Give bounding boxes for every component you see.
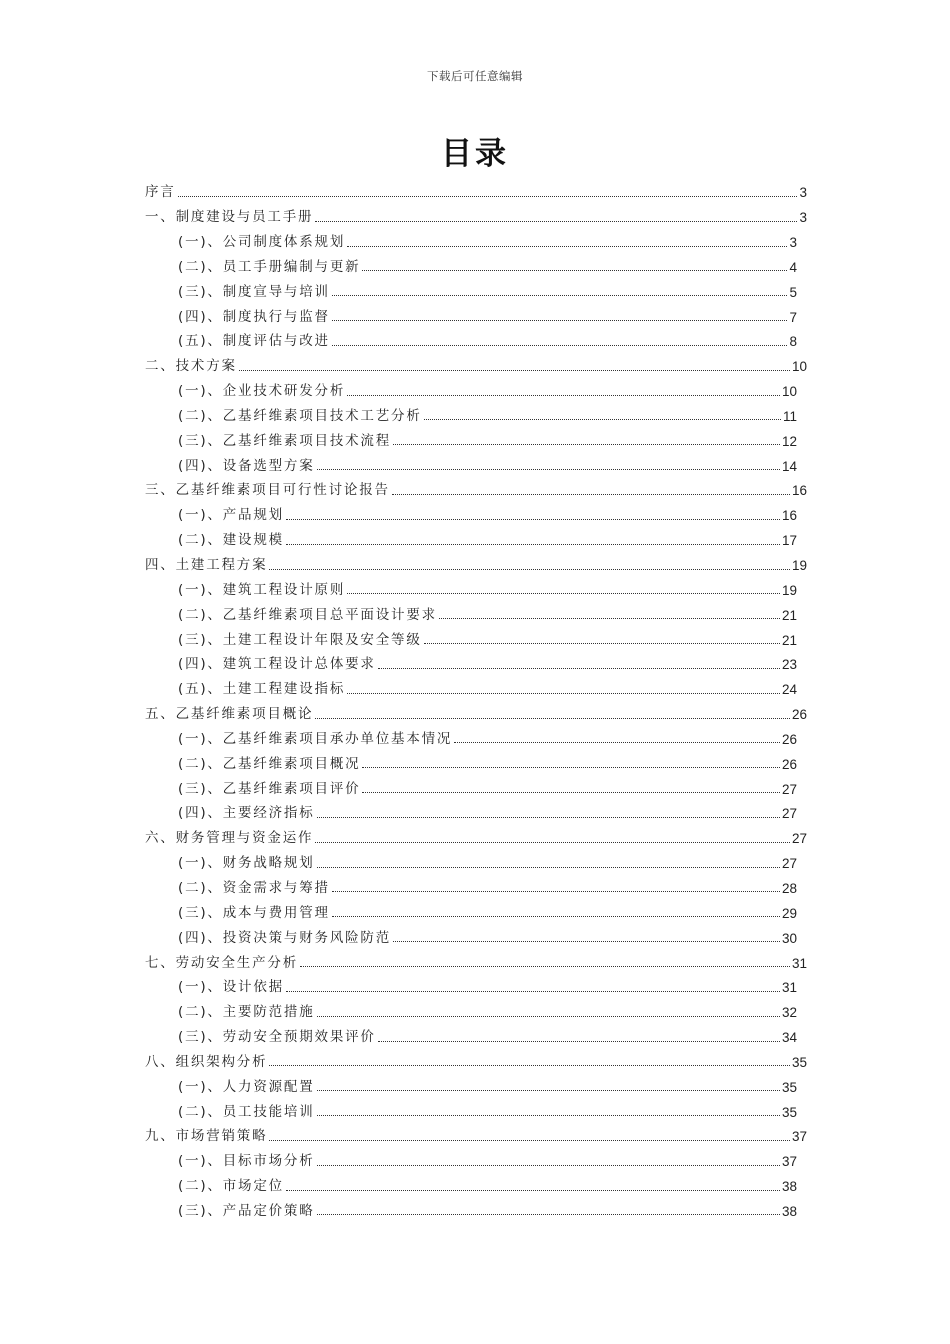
toc-entry-label: (一)、人力资源配置 — [178, 1078, 315, 1095]
dot-leader — [347, 593, 780, 594]
dot-leader — [315, 221, 797, 222]
toc-entry-label: (一)、设计依据 — [178, 979, 284, 996]
dot-leader — [317, 1214, 780, 1215]
toc-page-number: 16 — [781, 508, 797, 524]
toc-page-number: 3 — [789, 235, 797, 251]
toc-section-entry[interactable] — [145, 423, 807, 448]
toc-chapter-entry[interactable] — [145, 349, 807, 374]
toc-page-number: 19 — [781, 582, 797, 598]
toc-entry-label: 八、组织架构分析 — [145, 1053, 268, 1070]
dot-leader — [347, 246, 787, 247]
toc-section-entry[interactable] — [145, 573, 807, 598]
dot-leader — [317, 1115, 780, 1116]
toc-entry-label: 序言 — [145, 184, 176, 201]
dot-leader — [315, 842, 790, 843]
header-note: 下载后可任意编辑 — [427, 69, 523, 83]
toc-page-number: 7 — [789, 309, 797, 325]
toc-page-number: 14 — [781, 458, 797, 474]
toc-page-number: 23 — [781, 657, 797, 673]
toc-page-number: 38 — [781, 1179, 797, 1195]
toc-section-entry[interactable] — [145, 597, 807, 622]
toc-entry-label: (四)、投资决策与财务风险防范 — [178, 929, 392, 946]
toc-entry-label: (二)、市场定位 — [178, 1178, 284, 1195]
dot-leader — [378, 668, 780, 669]
toc-entry-label: 五、乙基纤维素项目概论 — [145, 706, 314, 723]
toc-page-number: 10 — [791, 359, 807, 375]
toc-section-entry[interactable] — [145, 1169, 807, 1194]
toc-page-number: 35 — [781, 1079, 797, 1095]
toc-entry-label: (一)、公司制度体系规划 — [178, 234, 346, 251]
toc-page-number: 19 — [791, 558, 807, 573]
toc-section-entry[interactable] — [145, 324, 807, 349]
toc-chapter-entry[interactable] — [145, 200, 807, 225]
toc-entry-label: (二)、乙基纤维素项目技术工艺分析 — [178, 407, 422, 424]
toc-entry-label: (一)、企业技术研发分析 — [178, 383, 346, 400]
toc-entry-label: (一)、乙基纤维素项目承办单位基本情况 — [178, 730, 453, 747]
toc-page-number: 21 — [781, 607, 797, 623]
toc-section-entry[interactable] — [145, 1194, 807, 1219]
toc-page-number: 26 — [781, 756, 797, 772]
toc-page-number: 24 — [781, 682, 797, 698]
toc-entry-label: 三、乙基纤维素项目可行性讨论报告 — [145, 482, 390, 499]
toc-entry-label: (三)、土建工程设计年限及安全等级 — [178, 631, 422, 648]
dot-leader — [286, 519, 780, 520]
dot-leader — [269, 569, 790, 570]
dot-leader — [362, 270, 787, 271]
toc-section-entry[interactable] — [145, 920, 807, 945]
toc-section-entry[interactable] — [145, 498, 807, 523]
toc-section-entry[interactable] — [145, 250, 807, 275]
toc-entry-label: (二)、乙基纤维素项目总平面设计要求 — [178, 606, 437, 623]
toc-entry-label: (二)、员工手册编制与更新 — [178, 258, 361, 275]
dot-leader — [393, 941, 780, 942]
toc-page-number: 29 — [781, 905, 797, 921]
toc-entry-label: (三)、乙基纤维素项目技术流程 — [178, 432, 392, 449]
toc-entry-label: (一)、建筑工程设计原则 — [178, 581, 346, 598]
toc-page-number: 27 — [781, 856, 797, 872]
toc-entry-label: (四)、设备选型方案 — [178, 457, 315, 474]
toc-chapter-entry[interactable] — [145, 1045, 807, 1070]
dot-leader — [378, 1041, 780, 1042]
toc-page-number: 35 — [791, 1054, 807, 1070]
toc-page-number: 4 — [789, 259, 797, 275]
toc-entry-label: (一)、目标市场分析 — [178, 1153, 315, 1170]
dot-leader — [347, 693, 780, 694]
toc-section-entry[interactable] — [145, 299, 807, 324]
toc-entry-label: 九、市场营销策略 — [145, 1128, 268, 1145]
toc-chapter-entry[interactable] — [145, 175, 807, 200]
toc-section-entry[interactable] — [145, 796, 807, 821]
toc-page-number: 31 — [791, 955, 807, 971]
dot-leader — [332, 320, 788, 321]
toc-entry-label: (二)、主要防范措施 — [178, 1004, 315, 1021]
dot-leader — [332, 916, 780, 917]
dot-leader — [317, 817, 780, 818]
toc-page-number: 30 — [781, 930, 797, 946]
toc-entry-label: (四)、建筑工程设计总体要求 — [178, 656, 376, 673]
toc-section-entry[interactable] — [145, 771, 807, 796]
toc-page-number: 31 — [781, 980, 797, 996]
toc-entry-label: (二)、员工技能培训 — [178, 1103, 315, 1120]
toc-entry-label: (二)、乙基纤维素项目概况 — [178, 755, 361, 772]
toc-section-entry[interactable] — [145, 846, 807, 871]
toc-page-number: 26 — [781, 731, 797, 747]
dot-leader — [269, 1140, 790, 1141]
dot-leader — [392, 494, 790, 495]
toc-entry-label: (四)、主要经济指标 — [178, 805, 315, 822]
toc-page-number: 38 — [781, 1203, 797, 1219]
toc-page-number: 32 — [781, 1005, 797, 1021]
dot-leader — [332, 345, 788, 346]
toc-entry-label: (五)、土建工程建设指标 — [178, 681, 346, 698]
toc-entry-label: (三)、成本与费用管理 — [178, 904, 330, 921]
dot-leader — [315, 718, 790, 719]
toc-section-entry[interactable] — [145, 722, 807, 747]
toc-section-entry[interactable] — [145, 523, 807, 548]
table-of-contents — [145, 175, 807, 1218]
toc-page-number: 28 — [781, 880, 797, 896]
dot-leader — [317, 1090, 780, 1091]
toc-section-entry[interactable] — [145, 672, 807, 697]
toc-entry-label: 二、技术方案 — [145, 358, 237, 375]
toc-entry-label: (三)、乙基纤维素项目评价 — [178, 780, 361, 797]
toc-page-number: 37 — [791, 1129, 807, 1145]
toc-page-number: 10 — [781, 384, 797, 400]
toc-page-number: 34 — [781, 1030, 797, 1046]
dot-leader — [393, 444, 780, 445]
toc-section-entry[interactable] — [145, 1094, 807, 1119]
toc-section-entry[interactable] — [145, 448, 807, 473]
toc-chapter-entry[interactable] — [145, 1119, 807, 1144]
toc-section-entry[interactable] — [145, 399, 807, 424]
dot-leader — [317, 1165, 780, 1166]
toc-section-entry[interactable] — [145, 970, 807, 995]
toc-section-entry[interactable] — [145, 746, 807, 771]
toc-section-entry[interactable] — [145, 622, 807, 647]
dot-leader — [269, 1065, 790, 1066]
dot-leader — [424, 643, 780, 644]
dot-leader — [317, 867, 780, 868]
toc-section-entry[interactable] — [145, 647, 807, 672]
toc-chapter-entry[interactable] — [145, 697, 807, 722]
dot-leader — [347, 395, 780, 396]
toc-entry-label: 七、劳动安全生产分析 — [145, 954, 298, 971]
toc-entry-label: (二)、建设规模 — [178, 532, 284, 549]
dot-leader — [239, 370, 790, 371]
toc-page-number: 8 — [789, 334, 797, 350]
toc-section-entry[interactable] — [145, 1069, 807, 1094]
toc-page-number: 16 — [791, 483, 807, 499]
dot-leader — [286, 1190, 780, 1191]
dot-leader — [424, 419, 781, 420]
toc-section-entry[interactable] — [145, 995, 807, 1020]
dot-leader — [178, 196, 798, 197]
dot-leader — [317, 1016, 780, 1017]
dot-leader — [286, 544, 780, 545]
toc-entry-label: (一)、产品规划 — [178, 507, 284, 524]
dot-leader — [286, 991, 780, 992]
toc-page-number: 27 — [781, 781, 797, 797]
toc-entry-label: (五)、制度评估与改进 — [178, 333, 330, 350]
toc-chapter-entry[interactable] — [145, 821, 807, 846]
toc-entry-label: (一)、财务战略规划 — [178, 855, 315, 872]
toc-section-entry[interactable] — [145, 374, 807, 399]
toc-entry-label: 四、土建工程方案 — [145, 557, 268, 573]
toc-chapter-entry[interactable] — [145, 548, 807, 573]
toc-section-entry[interactable] — [145, 274, 807, 299]
toc-page-number: 12 — [781, 433, 797, 449]
toc-page-number: 17 — [781, 533, 797, 549]
dot-leader — [362, 767, 780, 768]
toc-section-entry[interactable] — [145, 1144, 807, 1169]
toc-page-number: 21 — [781, 632, 797, 648]
toc-entry-label: (三)、产品定价策略 — [178, 1202, 315, 1219]
dot-leader — [332, 891, 780, 892]
dot-leader — [362, 792, 780, 793]
toc-entry-label: (三)、制度宣导与培训 — [178, 283, 330, 300]
dot-leader — [439, 618, 780, 619]
toc-page-number: 11 — [782, 408, 797, 424]
toc-entry-label: (二)、资金需求与筹措 — [178, 879, 330, 896]
dot-leader — [300, 966, 790, 967]
toc-section-entry[interactable] — [145, 895, 807, 920]
toc-page-number: 26 — [791, 707, 807, 723]
page-title: 目录 — [441, 136, 509, 172]
toc-page-number: 27 — [791, 831, 807, 847]
toc-entry-label: (四)、制度执行与监督 — [178, 308, 330, 325]
dot-leader — [317, 469, 780, 470]
toc-section-entry[interactable] — [145, 1020, 807, 1045]
toc-entry-label: (三)、劳动安全预期效果评价 — [178, 1029, 376, 1046]
toc-page-number: 5 — [789, 284, 797, 300]
toc-page-number: 3 — [799, 210, 807, 226]
toc-page-number: 27 — [781, 806, 797, 822]
toc-entry-label: 一、制度建设与员工手册 — [145, 209, 314, 226]
toc-chapter-entry[interactable] — [145, 473, 807, 498]
toc-page-number: 3 — [799, 185, 807, 201]
toc-section-entry[interactable] — [145, 871, 807, 896]
toc-section-entry[interactable] — [145, 225, 807, 250]
toc-page-number: 35 — [781, 1104, 797, 1120]
toc-entry-label: 六、财务管理与资金运作 — [145, 830, 314, 847]
toc-chapter-entry[interactable] — [145, 945, 807, 970]
dot-leader — [332, 295, 788, 296]
toc-page-number: 37 — [781, 1154, 797, 1170]
dot-leader — [454, 742, 780, 743]
